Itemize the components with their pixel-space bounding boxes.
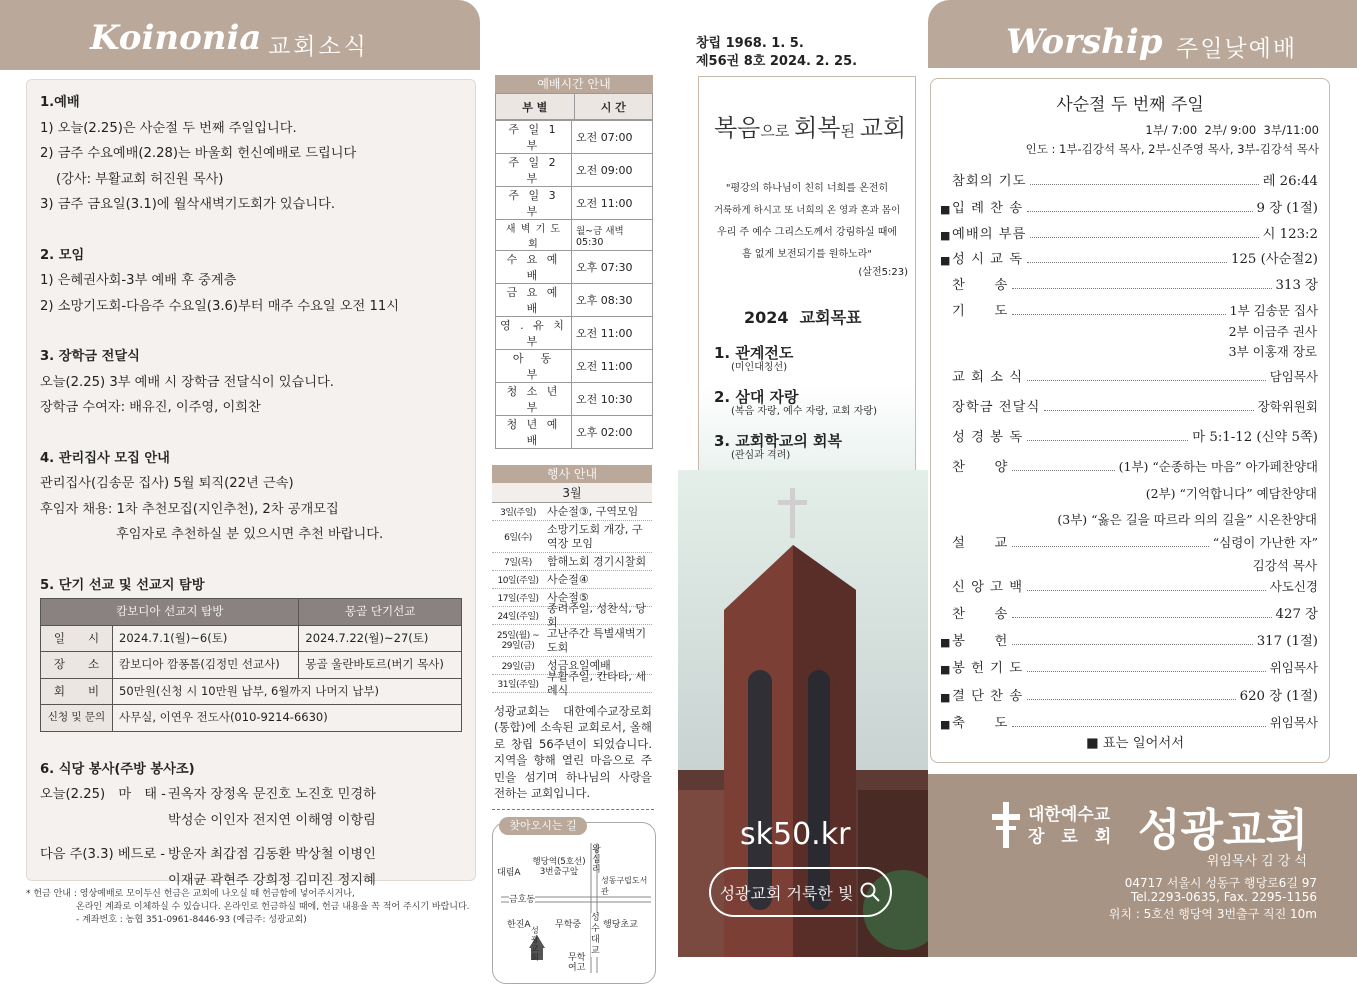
news-line: 후임자로 추천하실 분 있으시면 추천 바랍니다. [116, 527, 384, 542]
event-row [492, 521, 652, 553]
leader-dots [1012, 644, 1252, 645]
event-row [492, 571, 652, 589]
leader-dots [1030, 237, 1258, 238]
event-row [492, 669, 652, 697]
kitchen-members: 박성순 이인자 전지연 이해영 이항림 [168, 813, 376, 828]
schedule-time: 오전 11:00 [572, 350, 653, 383]
schedule-service: 청 소 년 부 [496, 383, 572, 416]
order-label: 교 회 소 식 [952, 370, 1024, 385]
stand-marker: ■ [940, 203, 951, 216]
order-item [940, 685, 1318, 704]
schedule-service: 주 일 3 부 [496, 187, 572, 220]
order-value: “심령이 가난한 자” [1212, 535, 1318, 550]
koinonia-header [0, 0, 480, 68]
schedule-service: 청 년 예 배 [496, 416, 572, 449]
order-label: 예배의 부름 [952, 227, 1027, 242]
schedule-time: 오전 11:00 [572, 317, 653, 350]
order-value: 담임목사 [1269, 369, 1318, 384]
map-title: 찾아오시는 길 [499, 817, 587, 835]
goal-item: 1. 관계전도 [714, 344, 794, 362]
cross-logo-icon [990, 802, 1022, 848]
issue-number: 제56권 8호 2024. 2. 25. [696, 54, 858, 69]
leader-dots [1012, 617, 1271, 618]
leader-dots [1027, 440, 1188, 441]
leader-dots [1027, 671, 1266, 672]
search-bar[interactable] [709, 867, 892, 917]
offering-footnote [26, 888, 476, 927]
event-text: 고난주간 특별새벽기도회 [547, 626, 647, 654]
order-label: 기 도 [952, 304, 1009, 319]
news-line: 2) 소망기도회-다음주 수요일(3.6)부터 매주 수요일 오전 11시 [40, 298, 400, 314]
order-item [940, 170, 1318, 189]
slogan-word: 으로 [760, 122, 795, 140]
phone: Tel.2293-0635, Fax. 2295-1156 [1130, 890, 1317, 904]
map-label: 무학여고 [568, 953, 586, 974]
schedule-time: 오전 07:00 [572, 121, 653, 154]
order-item [940, 712, 1318, 731]
denomination-2: 장 로 회 [1028, 827, 1112, 847]
order-value: 427 장 [1275, 607, 1318, 622]
news-line: 관리집사(김송문 집사) 5월 퇴직(22년 근속) [40, 476, 294, 491]
goal-sub: (관심과 격려) [731, 450, 791, 461]
cover-panel [678, 0, 928, 957]
leader-dots [1012, 314, 1225, 315]
mission-cell: 50만원(신청 시 10만원 납부, 6월까지 나머지 납부) [113, 678, 462, 705]
kitchen-line [40, 782, 462, 808]
order-value: 125 (사순절2) [1231, 252, 1318, 267]
event-date: 10일(주일) [497, 576, 539, 586]
schedule-service: 주 일 1 부 [496, 121, 572, 154]
news-line: 2) 금주 수요예배(2.28)는 바울회 헌신예배로 드립니다 [40, 146, 357, 161]
schedule-service: 아 동 부 [496, 350, 572, 383]
event-text: 부활주일, 칸타타, 세례식 [547, 669, 646, 697]
news-line: 후임자 채용: 1차 추천모집(지인추천), 2차 공개모집 [40, 501, 339, 517]
verse-line: 우리 주 예수 그리스도께서 강림하실 때에 [716, 227, 898, 238]
events-month: 3월 [492, 483, 652, 503]
mission-table [40, 598, 462, 732]
map-label: 대림A [497, 868, 521, 879]
map-label: 무학중 [555, 920, 582, 931]
event-text: 사순절③, 구역모임 [547, 504, 639, 518]
kitchen-team: 오늘(2.25) 마 태 - [40, 787, 166, 802]
stand-marker: ■ [940, 691, 951, 704]
schedule-row [496, 187, 653, 220]
mission-head: 몽골 단기선교 [299, 599, 462, 626]
leader-dots [1027, 262, 1227, 263]
schedule-row [496, 383, 653, 416]
news-section-title: 5. 단기 선교 및 선교지 탐방 [40, 577, 205, 593]
schedule-service: 수 요 예 배 [496, 251, 572, 284]
church-slogan [714, 108, 906, 143]
schedule-table [495, 93, 653, 120]
verse [706, 178, 908, 280]
order-label: 성 시 교 독 [952, 252, 1024, 267]
schedule-time: 오전 11:00 [572, 187, 653, 220]
koinonia-title: 교회소식 [268, 34, 369, 60]
mission-cell: 몽골 울란바토르(버기 목사) [299, 652, 462, 679]
event-date: 17일(주일) [497, 594, 539, 604]
news-line: 오늘(2.25) 3부 예배 시 장학금 전달식이 있습니다. [40, 374, 334, 390]
order-item [940, 300, 1318, 319]
order-value: 1부 김송문 집사 [1229, 303, 1318, 318]
order-value: 시 123:2 [1262, 227, 1318, 242]
footnote-line: 온라인 계좌로 이체하실 수 있습니다. 온라인로 헌금하실 때에, 헌금 내용을 꼭 적어 주시기 바랍니다. [76, 902, 470, 912]
verse-line: 거룩하게 하시고 또 너희의 온 영과 혼과 몸이 [713, 205, 901, 216]
event-date: 6일(수) [504, 533, 532, 543]
news-line: 3) 금주 금요일(3.1)에 월삭새벽기도회가 있습니다. [40, 197, 336, 212]
event-date: 7일(목) [504, 558, 532, 568]
mission-key: 회 비 [41, 678, 113, 705]
slogan-word: 회복 [794, 114, 841, 142]
schedule-time: 오후 07:30 [572, 251, 653, 284]
leader-dots [1012, 288, 1271, 289]
stand-note: ■ 표는 일어서서 [1086, 736, 1185, 751]
schedule-service: 영 . 유 치 부 [496, 317, 572, 350]
news-section-title: 4. 관리집사 모집 안내 [40, 450, 170, 466]
order-item [940, 248, 1318, 267]
slogan-word: 교회 [859, 114, 907, 142]
schedule-title: 예배시간 안내 [495, 75, 653, 93]
address: 04717 서울시 성동구 행당로6길 97 [1124, 876, 1317, 890]
order-value: 620 장 (1절) [1239, 689, 1318, 704]
schedule-service: 금 요 예 배 [496, 284, 572, 317]
event-row [492, 625, 652, 657]
mission-cell: 캄보디아 깜퐁톰(김정민 선교사) [113, 652, 299, 679]
order-item [940, 366, 1318, 385]
leader-dots [1012, 546, 1208, 547]
news-line: 1) 오늘(2.25)은 사순절 두 번째 주일입니다. [40, 120, 297, 136]
mission-key: 신청 및 문의 [41, 705, 113, 732]
leader-dots [1027, 590, 1266, 591]
order-label: 찬 송 [952, 607, 1009, 622]
order-item [940, 603, 1318, 622]
order-label: 축 도 [952, 716, 1009, 731]
schedule-service: 새 벽 기 도 회 [496, 220, 572, 251]
order-item [940, 576, 1318, 595]
search-icon [859, 881, 881, 903]
event-date: 29일(금) [501, 662, 535, 672]
news-section-title: 3. 장학금 전달식 [40, 349, 140, 364]
order-value: 위임목사 [1269, 715, 1318, 730]
event-text: 성금요일예배 [547, 658, 611, 672]
divider [492, 809, 654, 810]
schedule-column [492, 75, 660, 984]
worship-header-title: 주일낮예배 [1176, 36, 1298, 62]
event-text: 소망기도회 개강, 구역장 모임 [547, 522, 643, 550]
goal-sub: (복음 자랑, 예수 자랑, 교회 자랑) [731, 406, 877, 417]
event-row [492, 503, 652, 521]
church-footer [928, 774, 1357, 957]
map-label: 행당초교 [603, 920, 638, 931]
order-value: 317 (1절) [1256, 634, 1318, 649]
schedule-time: 오후 08:30 [572, 284, 653, 317]
map-label: 성광교회 [531, 926, 539, 963]
search-text: 성광교회 거룩한 빛 [719, 883, 854, 903]
worship-script: Worship [1006, 22, 1163, 62]
news-panel [26, 79, 476, 888]
schedule-row [496, 350, 653, 383]
schedule-service: 주 일 2 부 [496, 154, 572, 187]
schedule-time: 오전 09:00 [572, 154, 653, 187]
news-line: 1) 은혜권사회-3부 예배 후 중계층 [40, 273, 237, 288]
order-item [940, 396, 1318, 415]
koinonia-header-strip [0, 68, 480, 70]
order-value: (1부) “순종하는 마음” 아가페찬양대 [1118, 459, 1318, 474]
order-value: 레 26:44 [1262, 174, 1318, 189]
news-section-title: 6. 식당 봉사(주방 봉사조) [40, 761, 195, 777]
order-item [940, 630, 1318, 649]
order-item [940, 197, 1318, 216]
order-label: 봉 헌 [952, 634, 1009, 649]
leader-dots [1030, 184, 1258, 185]
leader-dots [1027, 699, 1236, 700]
goal-item: 3. 교회학교의 회복 [714, 432, 843, 450]
order-label: 봉 헌 기 도 [952, 661, 1024, 676]
schedule-row [496, 220, 653, 251]
directions-map [492, 819, 656, 984]
order-item [940, 223, 1318, 242]
leader-dots [1012, 470, 1114, 471]
order-label: 설 교 [952, 536, 1009, 551]
event-text: 함해노회 경기시찰회 [547, 554, 647, 568]
prayer-3: 3부 이홍재 장로 [1228, 344, 1317, 359]
order-label: 찬 송 [952, 278, 1009, 293]
schedule-time: 월~금 새벽 05:30 [572, 220, 653, 251]
order-item [940, 274, 1318, 293]
map-label: 왕십리 [592, 845, 601, 876]
stand-marker: ■ [940, 636, 951, 649]
stand-marker: ■ [940, 663, 951, 676]
stand-marker: ■ [940, 254, 951, 267]
praise-2: (2부) “기억합니다” 예담찬양대 [1145, 486, 1317, 501]
event-date: 31일(주일) [497, 680, 539, 690]
order-value: 313 장 [1275, 278, 1318, 293]
footnote-line: - 계좌번호 : 농협 351-0961-8446-93 (예금주: 성광교회) [76, 915, 307, 925]
kitchen-line [40, 842, 462, 868]
schedule-row [496, 251, 653, 284]
order-label: 입 례 찬 송 [952, 201, 1024, 216]
order-item [940, 426, 1318, 445]
stand-marker: ■ [940, 229, 951, 242]
news-line: (강사: 부활교회 허진원 목사) [56, 171, 224, 187]
prayer-2: 2부 이금주 권사 [1228, 324, 1317, 339]
kitchen-members: 이재균 곽현주 강희정 김미진 정지혜 [168, 873, 376, 888]
website[interactable]: sk50.kr [740, 817, 851, 852]
church-name: 성광교회 [1138, 805, 1309, 856]
event-date: 3일(주일) [500, 508, 536, 518]
worship-header [928, 0, 1357, 68]
schedule-row [496, 154, 653, 187]
slogan-word: 복음 [714, 114, 761, 142]
event-text: 사순절④ [547, 572, 589, 586]
map-label: 행당역(5호선) 3번출구앞 [532, 857, 586, 878]
worship-title: 사순절 두 번째 주일 [1056, 95, 1204, 115]
schedule-head: 시 간 [574, 94, 653, 120]
location: 위치 : 5호선 행당역 3번출구 직진 10m [1108, 907, 1317, 921]
slogan-word: 된 [840, 122, 860, 140]
event-row [492, 601, 652, 629]
church-intro: 성광교회는 대한예수교장로회(통합)에 소속된 교회로서, 올해로 창립 56주년이 되었습니다. 지역을 향해 열린 마음으로 주민을 섬기며 하나님의 사랑을 전하는 교회입니다. [494, 704, 652, 801]
koinonia-script: Koinonia [90, 18, 262, 58]
verse-line: (살전5:23) [858, 267, 908, 278]
mission-cell: 사무실, 이연우 전도사(010-9214-6630) [113, 705, 462, 732]
mission-cell: 2024.7.22(월)~27(토) [299, 625, 462, 652]
order-label: 찬 양 [952, 460, 1009, 475]
kitchen-team: 다음 주(3.3) 베드로 - [40, 847, 166, 862]
order-label: 참회의 기도 [952, 174, 1027, 189]
events-list [492, 503, 652, 697]
leader-dots [1027, 211, 1252, 212]
preacher: 김강석 목사 [1252, 558, 1317, 573]
schedule-time: 오후 02:00 [572, 416, 653, 449]
goal-item: 2. 삼대 자랑 [714, 388, 799, 406]
event-row [492, 553, 652, 571]
verse-line: 흠 없게 보전되기를 원하노라" [741, 249, 873, 260]
order-label: 장학금 전달식 [952, 400, 1041, 415]
map-label: 성동구립도서관 [601, 876, 648, 897]
news-section-title: 2. 모임 [40, 247, 85, 263]
goal-sub: (미인대칭선) [731, 362, 788, 373]
order-label: 성 경 봉 독 [952, 430, 1024, 445]
event-text: 사순절⑤ [547, 590, 589, 604]
event-date: 24일(주일) [497, 612, 539, 622]
mission-key: 장 소 [41, 652, 113, 679]
order-value: 마 5:1-12 (신약 5쪽) [1192, 430, 1318, 445]
schedule-row [496, 416, 653, 449]
event-date: 25일(월) ~ 29일(금) [496, 630, 540, 651]
events-title: 행사 안내 [492, 465, 652, 483]
news-line: 장학금 수여자: 배유진, 이주영, 이희찬 [40, 400, 261, 415]
mission-cell: 2024.7.1(월)~6(토) [113, 625, 299, 652]
denomination-1: 대한예수교 [1028, 805, 1111, 825]
mission-head: 캄보디아 선교지 탐방 [41, 599, 299, 626]
schedule-row [496, 121, 653, 154]
order-label: 결 단 찬 송 [952, 689, 1024, 704]
founded-date: 창립 1968. 1. 5. [696, 36, 804, 51]
order-value: 사도신경 [1269, 579, 1318, 594]
news-section-title: 1.예배 [40, 95, 80, 110]
order-value: 9 장 (1절) [1256, 201, 1318, 216]
verse-line: "평강의 하나님이 친히 너희를 온전히 [725, 183, 889, 194]
footnote-line: * 헌금 안내 : 영상예배로 모이두신 헌금은 교회에 나오실 때 헌금함에 넣어주시거나, [26, 889, 355, 899]
order-item [940, 532, 1318, 551]
schedule-rows [495, 120, 653, 449]
goals-list [714, 344, 914, 462]
schedule-row [496, 317, 653, 350]
leader-dots [1044, 410, 1253, 411]
order-value: 장학위원회 [1257, 399, 1318, 414]
event-text: 종려주일, 성찬식, 당회 [547, 601, 646, 629]
order-item [940, 657, 1318, 676]
map-label: 금호동 [509, 892, 535, 905]
schedule-time: 오전 10:30 [572, 383, 653, 416]
schedule-head: 부 별 [496, 94, 575, 120]
mission-key: 일 시 [41, 625, 113, 652]
kitchen-members: 권옥자 장정옥 문진호 노진호 민경하 [168, 787, 376, 802]
schedule-row [496, 284, 653, 317]
goal-title: 2024 교회목표 [744, 308, 862, 327]
stand-marker: ■ [940, 718, 951, 731]
order-item [940, 456, 1318, 475]
worship-times: 1부/ 7:00 2부/ 9:00 3부/11:00 [1145, 123, 1319, 137]
order-value: 위임목사 [1269, 660, 1318, 675]
kitchen-members: 방운자 최갑점 김동환 박상철 이병인 [168, 847, 376, 862]
leader-dots [1012, 726, 1265, 727]
leader-dots [1027, 380, 1266, 381]
worship-leaders: 인도 : 1부-김강석 목사, 2부-신주영 목사, 3부-김강석 목사 [1025, 142, 1319, 156]
praise-3: (3부) “옳은 길을 따르라 의의 길을” 시온찬양대 [1057, 512, 1317, 527]
map-label: 한진A [507, 920, 531, 931]
order-label: 신 앙 고 백 [952, 580, 1024, 595]
senior-pastor: 위임목사 김 강 석 [1206, 854, 1307, 869]
map-label: 성수대교 [591, 913, 600, 957]
